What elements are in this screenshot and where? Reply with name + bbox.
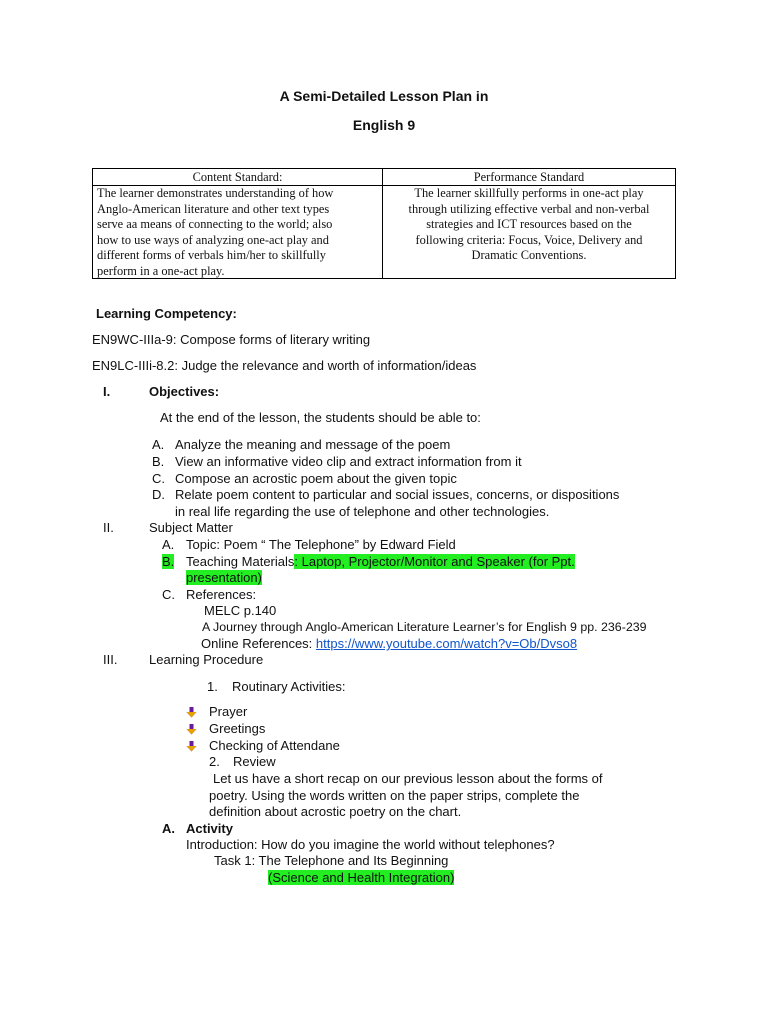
objective-text-continued: in real life regarding the use of telephone and other technologies.: [175, 504, 550, 519]
procedure-heading: Learning Procedure: [149, 652, 264, 667]
materials-value-continued: presentation): [186, 570, 262, 585]
materials-letter-highlight: B.: [162, 554, 175, 569]
content-standard-header: Content Standard:: [93, 169, 383, 186]
review-text-line: poetry. Using the words written on the paper strips, complete the: [209, 788, 580, 803]
activity-introduction: Introduction: How do you imagine the world without telephones?: [186, 837, 555, 852]
bullet-item-attendance: Checking of Attendane: [209, 738, 340, 753]
competency-item: EN9LC-IIIi-8.2: Judge the relevance and worth of information/ideas: [92, 358, 477, 373]
subject-matter-heading: Subject Matter: [149, 520, 233, 535]
performance-standard-line: following criteria: Focus, Voice, Delivery and: [415, 232, 643, 247]
materials-text-continued: [186, 570, 262, 585]
performance-standard-line: The learner skillfully performs in one-act play: [414, 186, 644, 200]
content-standard-line: perform in a one-act play.: [97, 263, 225, 278]
lesson-plan-subject: English 9: [352, 117, 416, 133]
content-standard-line: different forms of verbals him/her to skillfully: [97, 248, 326, 263]
performance-standard-line: strategies and ICT resources based on the: [426, 217, 632, 232]
competency-heading: Learning Competency:: [96, 306, 237, 321]
bullet-item-greetings: Greetings: [209, 721, 266, 736]
activity-label: Activity: [186, 821, 233, 836]
standards-table: [92, 168, 676, 279]
performance-standard-line: Dramatic Conventions.: [471, 248, 587, 263]
routine-label: Routinary Activities:: [232, 679, 346, 694]
topic-text: Topic: Poem “ The Telephone” by Edward Field: [186, 537, 456, 552]
integration-highlight: (Science and Health Integration): [268, 870, 455, 885]
objective-letter: B.: [152, 454, 165, 469]
reference-melc: MELC p.140: [204, 603, 277, 618]
online-references-label: Online References:: [201, 636, 316, 651]
materials-value: : Laptop, Projector/Monitor and Speaker (for Ppt.: [294, 554, 575, 569]
arrow-bullet-icon: [186, 724, 197, 735]
objective-letter: A.: [152, 437, 165, 452]
competency-item: EN9WC-IIIa-9: Compose forms of literary writing: [92, 332, 371, 347]
arrow-bullet-icon: [186, 707, 197, 718]
subject-matter-numeral: II.: [103, 520, 114, 535]
objective-text: Relate poem content to particular and social issues, concerns, or dispositions: [175, 487, 620, 502]
objectives-intro: At the end of the lesson, the students should be able to:: [160, 410, 481, 425]
review-number: 2.: [209, 754, 220, 769]
materials-letter: [162, 554, 174, 569]
review-label: Review: [233, 754, 276, 769]
content-standard-line: how to use ways of analyzing one-act play and: [97, 232, 329, 247]
activity-task: Task 1: The Telephone and Its Beginning: [214, 853, 449, 868]
integration-note: [268, 870, 454, 885]
performance-standard-cell: [383, 186, 675, 278]
reference-book: A Journey through Anglo-American Literature Learner’s for English 9 pp. 236-239: [202, 620, 647, 634]
objective-text: Compose an acrostic poem about the given topic: [175, 471, 457, 486]
content-standard-line: Anglo-American literature and other text types: [97, 201, 330, 216]
procedure-numeral: III.: [103, 652, 118, 667]
objective-text: View an informative video clip and extract information from it: [175, 454, 522, 469]
objectives-numeral: I.: [103, 384, 111, 399]
activity-letter: A.: [162, 821, 175, 836]
materials-label: Teaching Materials: [186, 554, 295, 569]
performance-standard-line: through utilizing effective verbal and non-verbal: [408, 201, 650, 216]
references-label: References:: [186, 587, 257, 602]
materials-text: [186, 554, 575, 569]
content-standard-line: serve aa means of connecting to the world; also: [97, 217, 333, 232]
performance-standard-header: Performance Standard: [383, 169, 675, 186]
online-references: [201, 636, 577, 651]
review-text-line: definition about acrostic poetry on the chart.: [209, 804, 462, 819]
objective-text: Analyze the meaning and message of the poem: [175, 437, 451, 452]
topic-letter: A.: [162, 537, 175, 552]
references-letter: C.: [162, 587, 175, 602]
online-reference-link[interactable]: https://www.youtube.com/watch?v=Ob/Dvso8: [315, 636, 578, 651]
arrow-bullet-icon: [186, 741, 197, 752]
objective-letter: C.: [152, 471, 165, 486]
objectives-heading: Objectives:: [149, 384, 220, 399]
objective-letter: D.: [152, 487, 165, 502]
content-standard-cell: [93, 186, 383, 278]
content-standard-line: The learner demonstrates understanding of how: [97, 186, 334, 200]
lesson-plan-title: A Semi-Detailed Lesson Plan in: [279, 88, 489, 104]
review-text-line: Let us have a short recap on our previous lesson about the forms of: [213, 771, 603, 786]
routine-number: 1.: [207, 679, 218, 694]
bullet-item-prayer: Prayer: [209, 704, 248, 719]
